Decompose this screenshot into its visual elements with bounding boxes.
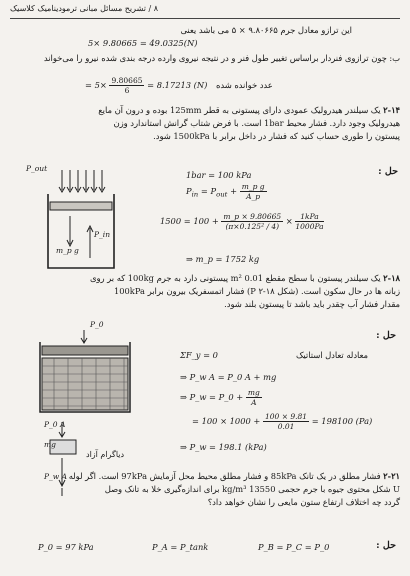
intro-eq-2: = 5× $\frac{9.80665}{6}$ = 8.17213 (N) عدد خوانده شده (85, 76, 273, 95)
intro-eq-1: 5× 9.80665 = 49.0325(N) (88, 38, 198, 48)
fig2-p0a-label: P_0 A (44, 420, 66, 429)
sol2-eq-4: = 100 × 1000 + $\frac{100 \times 9.81}{0.01}$ = 198100 (Pa) (192, 412, 373, 431)
intro-line-2: ب: چون ترازوی فنردار براساس تغییر طول فنر و در نتیجه نیروی وارده درجه بندی شده نیرو را می‌خواند (43, 53, 400, 63)
sol1-eq-4: ⇒ m_p = 1752 kg (186, 254, 260, 264)
sol3-eq-a: P_0 = 97 kPa (38, 542, 94, 552)
solution-label-3: حل : (376, 540, 396, 551)
sol1-eq-3: 1500 = 100 + $\frac{m\_p \times 9.80665}{\text{(π×0.125² / 4)}}$ × $\frac{\text{1kPa}}{1000Pa}$ (160, 212, 324, 231)
fig1-pin-label: P_in (94, 230, 111, 239)
free-body-diagram-label: دیاگرام آزاد (86, 450, 125, 459)
fig2-mg-label: mg (44, 440, 56, 449)
fig1-mpg-label: m_p g (56, 246, 79, 255)
sol3-eq-c: P_B = P_C = P_0 (258, 542, 330, 552)
sol2-eq-3: ⇒ P_w = P_0 + $\frac{mg}{A}$ (180, 388, 260, 407)
problem-2-14: ۲-۱۴ یک سیلندر هیدرولیک عمودی دارای پیستونی به قطر 125mm بوده و درون آن مایع هیدرولیک وجود دارد. فشار محیط 1bar است. با فرض شتاب گرانش استاندارد وزن پیستون را طوری حساب کنید که فشار در داخل برابر با 1500kPa شود. (98, 105, 400, 141)
intro-line-1: این ترازو معادل جرم ۹.۸۰۶۶۵ × ۵ می باشد یعنی (180, 25, 352, 35)
solution-label-2: حل : (376, 330, 396, 341)
fig2-p0-label: P_0 (90, 320, 104, 329)
problem-2-21: ۲-۲۱ فشار مطلق در یک تانک 85kPa و فشار مطلق محیط محل آزمایش 97kPa است. اگر لوله U شکل محتوی جیوه با جرم حجمی 13550 kg/m³ برای اندازه‌گیری خلا به تانک وصل گردد چه اختلاف ارتفاع ستون مایعی را نشان خواهد داد؟ (68, 471, 400, 507)
solution-label-1: حل : (378, 166, 398, 177)
hydraulic-cylinder-figure (42, 168, 120, 280)
fig1-pout-label: P_out (26, 164, 48, 173)
sol3-eq-b: P_A = P_tank (152, 542, 209, 552)
fig2-pwa-label: P_w A (44, 472, 68, 481)
sol2-eq-5: ⇒ P_w = 198.1 (kPa) (180, 442, 267, 452)
sol2-eq-2: ⇒ P_w A = P_0 A + mg (180, 372, 277, 382)
problem-2-18: ۲-۱۸ یک سیلندر پیستون با سطح مقطع 0.01 m² پیستونی دارد به جرم 100kg که بر روی زبانه ها در حال سکون است. (شکل P ۲-۱۸) فشار اتمسفریک بیرون برابر 100kPa مقدار فشار آب چقدر باید باشد تا پیستون بلند شود. (90, 273, 400, 309)
sol2-eq-1: ΣF_y = 0 (180, 350, 218, 360)
sol1-eq-2: $P_{in} = P_{out}$ + $\frac{\text{m\_p g}}{A\_p}$ (186, 182, 265, 201)
sol1-eq-1: 1bar = 100 kPa (186, 170, 252, 180)
page-header: ۸ / تشریح مسائل مبانی ترمودینامیک کلاسیک (10, 4, 400, 19)
sol2-eq-1-note: معادله تعادل استاتیک (295, 350, 368, 360)
